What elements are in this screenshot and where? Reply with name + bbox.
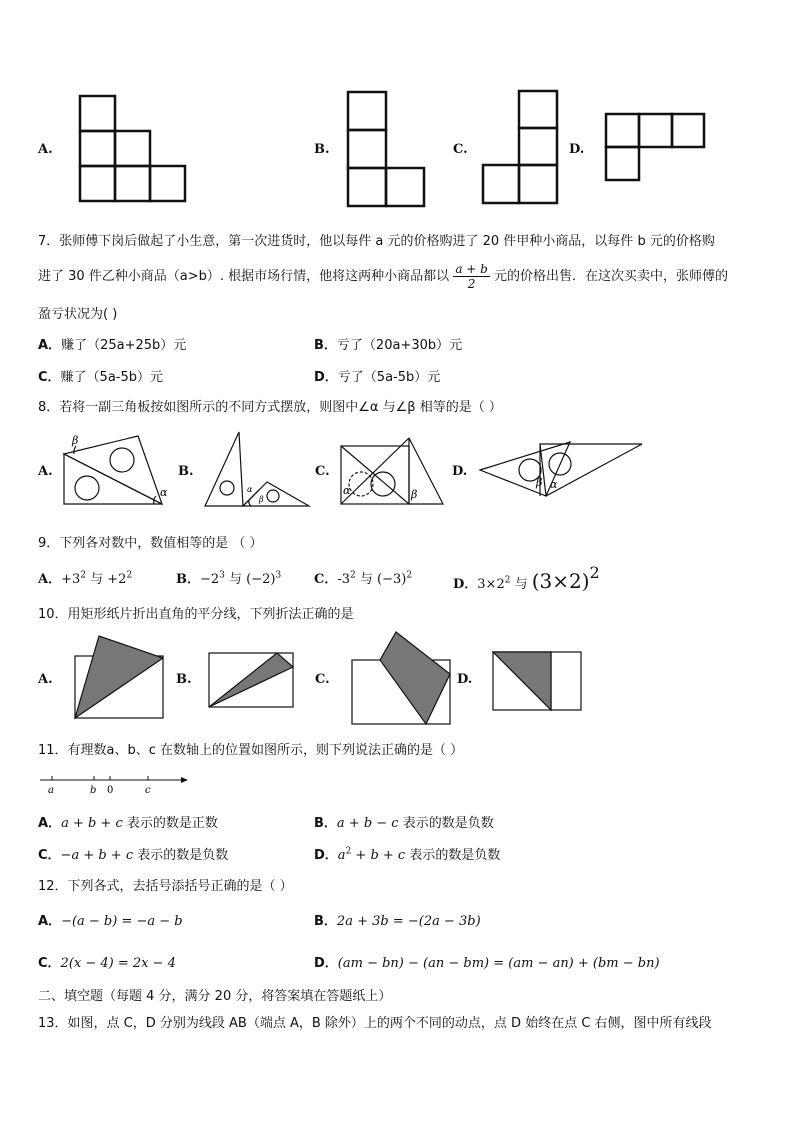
q7-frac-den: 2 (467, 277, 476, 291)
q8-figure-c (339, 436, 447, 508)
q7-option-d: D．亏了（5a-5b）元 (314, 370, 441, 385)
q13-stem: 13．如图，点 C，D 分别为线段 AB（端点 A，B 除外）上的两个不同的动点，点 D 始终在点 C 右侧，图中所有线段 (38, 1016, 712, 1031)
q9-option-d: D．$3\times 2^2$ 与 $(3\times 2)^2$ (453, 563, 600, 593)
q10-figure-a (73, 634, 167, 724)
q7-option-c: C．赚了（5a-5b）元 (38, 370, 163, 385)
q6-label-c: C. (453, 142, 468, 157)
q12-option-d: D．(am − bn) − (an − bm) = (am − an) + (bm − bn) (314, 956, 660, 971)
q10-label-c: C. (315, 672, 330, 687)
q8-label-b: B. (178, 464, 194, 479)
q6-label-d: D. (569, 142, 585, 157)
q11-number-line (38, 772, 192, 798)
q9-option-a: A．$+3^2$ 与 $+2^2$ (38, 570, 133, 587)
q12-option-a: A．−(a − b) = −a − b (38, 914, 183, 929)
q8-c-alpha: α (343, 484, 351, 497)
q6-figure-c (481, 89, 561, 207)
q11-axis-a: a (48, 785, 54, 796)
q8-figure-b (203, 430, 313, 510)
q6-figure-d (604, 112, 706, 182)
q6-figure-b (346, 90, 430, 210)
q11-option-d: D．$a^2 + b + c$ 表示的数是负数 (314, 846, 501, 863)
q11-axis-0: 0 (107, 785, 114, 796)
q10-label-a: A. (38, 672, 53, 687)
q12-option-b: B．2a + 3b = −(2a − 3b) (314, 914, 481, 929)
q7-option-a: A．赚了（25a+25b）元 (38, 338, 187, 353)
q12-option-c: C．2(x − 4) = 2x − 4 (38, 956, 176, 971)
q8-stem: 8．若将一副三角板按如图所示的不同方式摆放，则图中∠α 与∠β 相等的是（ ） (38, 400, 502, 415)
q9-option-b: B．$-2^3$ 与 $(-2)^3$ (176, 570, 282, 587)
q8-c-beta: β (411, 488, 418, 501)
q8-label-c: C. (315, 464, 330, 479)
q8-figure-a (62, 432, 172, 508)
q9-stem: 9．下列各对数中，数值相等的是 （ ） (38, 536, 263, 551)
q10-stem: 10．用矩形纸片折出直角的平分线，下列折法正确的是 (38, 607, 354, 622)
q10-figure-b (207, 651, 295, 709)
q7-frac-num: a + b (455, 262, 488, 276)
q11-option-c: C．−a + b + c 表示的数是负数 (38, 848, 229, 863)
q10-figure-c (350, 630, 454, 726)
q8-label-a: A. (38, 464, 53, 479)
q7-line-2 (38, 262, 728, 291)
q8-d-alpha: α (550, 478, 558, 491)
q6-figure-a (78, 94, 188, 204)
q7-line-3: 盈亏状况为( ) (38, 307, 118, 322)
q7-fraction (453, 262, 490, 291)
q8-a-alpha: α (160, 486, 168, 499)
q9-option-c: C．$-3^2$ 与 $(-3)^2$ (314, 570, 413, 587)
q11-option-b: B．a + b − c 表示的数是负数 (314, 816, 494, 831)
q10-label-b: B. (176, 672, 192, 687)
q11-axis-c: c (145, 785, 151, 796)
q11-option-a: A．a + b + c 表示的数是正数 (38, 816, 218, 831)
q6-label-a: A. (38, 142, 53, 157)
q8-figure-d (478, 440, 646, 500)
q6-label-b: B. (314, 142, 330, 157)
q7-line-2b: 元的价格出售．在这次买卖中，张师傅的 (494, 269, 729, 284)
q7-option-b: B．亏了（20a+30b）元 (314, 338, 463, 353)
q7-line-1: 7．张师傅下岗后做起了小生意，第一次进货时，他以每件 a 元的价格购进了 20 件甲种小商品，以每件 b 元的价格购 (38, 234, 715, 249)
q8-b-alpha: α (247, 485, 253, 494)
q12-stem: 12．下列各式，去括号添括号正确的是（ ） (38, 879, 293, 894)
q11-stem: 11．有理数a、b、c 在数轴上的位置如图所示，则下列说法正确的是（ ） (38, 743, 464, 758)
q8-a-beta: β (72, 434, 79, 447)
q7-line-2a: 进了 30 件乙种小商品（a>b）. 根据市场行情，他将这两种小商品都以 (38, 269, 450, 284)
q8-d-beta: β (536, 476, 543, 489)
q8-label-d: D. (452, 464, 468, 479)
section-2-heading: 二、填空题（每题 4 分，满分 20 分，将答案填在答题纸上） (38, 989, 392, 1004)
q11-axis-b: b (90, 785, 97, 796)
q10-label-d: D. (457, 672, 473, 687)
q10-figure-d (491, 650, 585, 712)
q8-b-beta: β (259, 495, 264, 504)
